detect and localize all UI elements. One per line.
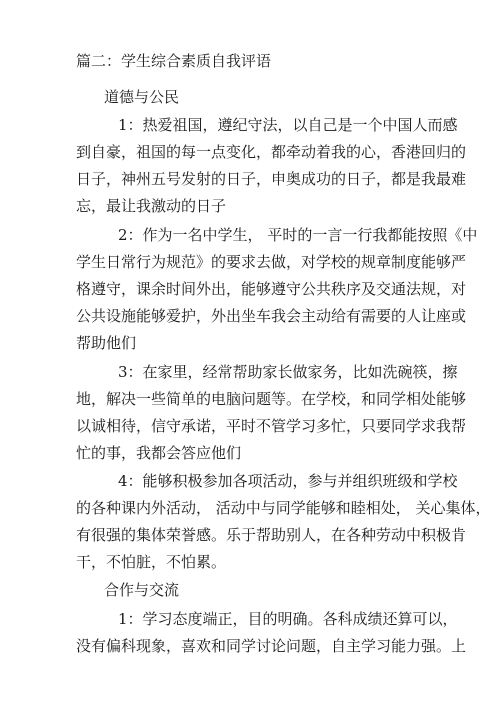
paragraph-line: 1：学习态度端正，目的明确。各科成绩还算可以，	[118, 610, 458, 628]
paragraph-line: 有很强的集体荣誉感。乐于帮助别人，在各种劳动中积极肯	[76, 526, 467, 544]
paragraph-line: 1：热爱祖国，遵纪守法，以自己是一个中国人而感	[118, 116, 458, 134]
paragraph-line: 学生日常行为规范》的要求去做，对学校的规章制度能够严	[76, 253, 467, 271]
paragraph-line: 公共设施能够爱护，外出坐车我会主动给有需要的人让座或	[76, 307, 467, 325]
paragraph-line: 日子，神州五号发射的日子，申奥成功的日子，都是我最难	[76, 170, 467, 188]
paragraph-line: 忘，最让我激动的日子	[76, 197, 227, 215]
paragraph-line: 格遵守，课余时间外出，能够遵守公共秩序及交通法规，对	[76, 280, 467, 298]
paragraph-line: 到自豪，祖国的每一点变化，都牵动着我的心，香港回归的	[76, 143, 467, 161]
paragraph-line: 没有偏科现象，喜欢和同学讨论问题，自主学习能力强。上	[76, 637, 467, 655]
paragraph-line: 的各种课内外活动， 活动中与同学能够和睦相处， 关心集体，	[76, 499, 491, 517]
paragraph-line: 4：能够积极参加各项活动，参与并组织班级和学校	[118, 472, 458, 490]
paragraph-line: 忙的事，我都会答应他们	[76, 444, 242, 462]
paragraph-line: 帮助他们	[76, 334, 137, 352]
section-heading-morality: 道德与公民	[104, 88, 180, 106]
section-heading-cooperation: 合作与交流	[104, 581, 180, 599]
paragraph-line: 干，不怕脏，不怕累。	[76, 553, 227, 571]
paragraph-line: 2：作为一名中学生， 平时的一言一行我都能按照《中	[118, 226, 478, 244]
paragraph-line: 以诚相待，信守承诺，平时不管学习多忙，只要同学求我帮	[76, 417, 467, 435]
document-title: 篇二：学生综合素质自我评语	[76, 52, 272, 70]
paragraph-line: 地，解决一些简单的电脑问题等。在学校，和同学相处能够	[76, 390, 467, 408]
paragraph-line: 3：在家里，经常帮助家长做家务，比如洗碗筷，擦	[118, 363, 458, 381]
